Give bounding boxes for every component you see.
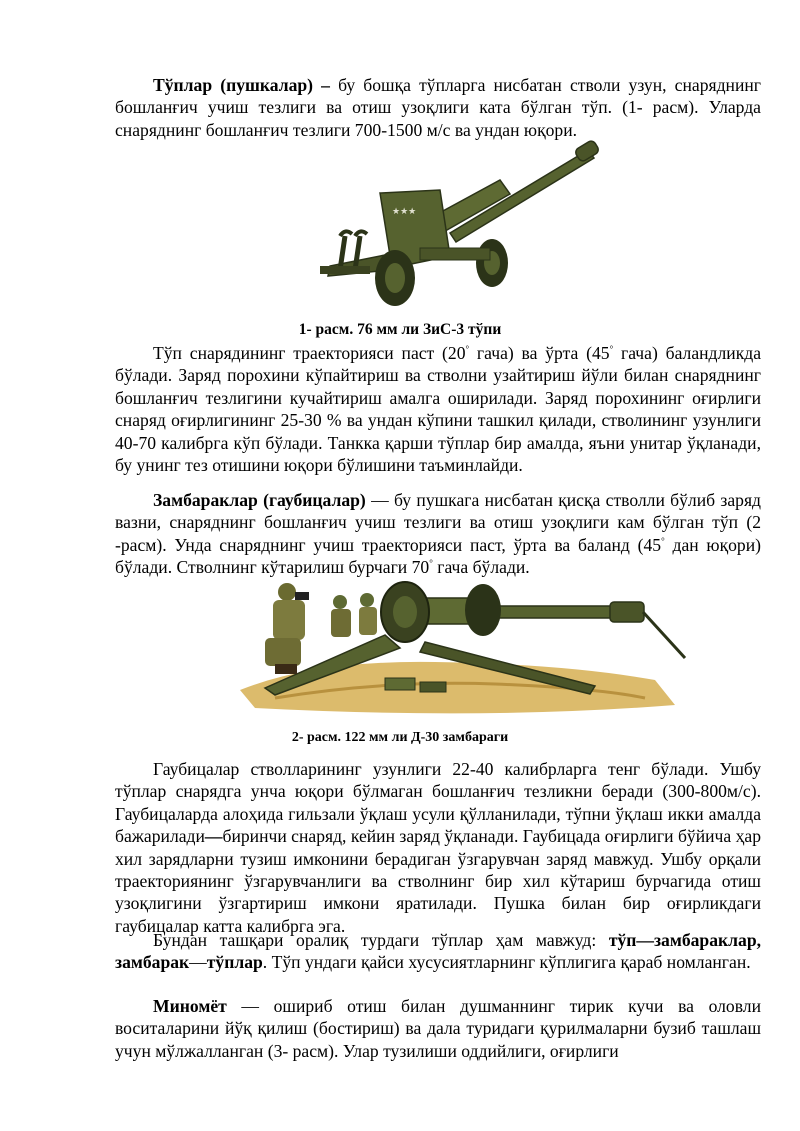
- paragraph-text: гача) ва ўрта (45: [469, 343, 610, 363]
- term-howitzer-guns: тўплар: [206, 952, 263, 973]
- paragraph-trajectory: [115, 342, 761, 476]
- figure-d30-howitzer: [235, 580, 690, 720]
- paragraph-howitzers: [115, 489, 761, 579]
- paragraph-text: — ошириб отиш билан душманнинг тирик кучи ва оловли воситаларини йўқ қилиш (бостириш) ва дала туридаги қурилмаларни бузиб ташлаш учун мўлжалланган (3- расм). Улар тузилиши оддийлиги, оғирлиги: [115, 996, 761, 1061]
- paragraph-text: Бундан ташқари оралиқ турдаги тўплар ҳам мавжуд:: [153, 930, 609, 950]
- degree-sign: °: [609, 344, 614, 354]
- em-dash: —: [204, 826, 223, 847]
- paragraph-text: бу бошқа тўпларга нисбатан стволи узун, снаряднинг бошланғич учиш тезлиги ва отиш узоқлиги ката бўлган тўп. (1- расм). Уларда снаряднинг бошланғич тезлиги 700-1500 м/с ва ундан юқори.: [115, 75, 761, 140]
- paragraph-text: Тўп снарядининг траекторияси паст (20: [153, 343, 466, 363]
- term-howitzers: Замбараклар (гаубицалар): [153, 490, 366, 510]
- degree-sign: °: [465, 344, 470, 354]
- svg-text:★★★: ★★★: [392, 207, 417, 217]
- paragraph-text: гача) баландликда бўлади. Заряд порохини кўпайтириш ва стволни узайтириш йўли билан снаряднинг бошланғич тезлигини кучайтириш амалга оширилади. Заряд порохининг оғирлиги снаряд оғирлигининг 25-30 % ва ундан кўпини ташкил қилади, стволининг узунлиги 40-70 калибрга кўп бўлади. Танкка қарши тўплар бир амалда, яъни унитар ўқланади, бу унинг тез отишини юқори бўлишини таъминлайди.: [115, 343, 761, 476]
- paragraph-text: — бу пушкага нисбатан қисқа стволли бўлиб заряд вазни, снаряднинг бошланғич учиш тезлиги ва отиш узоқлиги кам бўлган тўп (2 -расм). Унда снаряднинг учиш траекторияси паст, ўрта ва баланд (45: [115, 490, 761, 555]
- paragraph-text: гача бўлади.: [432, 557, 530, 578]
- figure-1-caption: 1- расм. 76 мм ли ЗиС-3 тўпи: [298, 321, 502, 338]
- degree-sign: °: [429, 558, 433, 569]
- paragraph-howitzer-details: [115, 758, 761, 937]
- term-guns: Тўплар (пушкалар) –: [153, 75, 330, 95]
- paragraph-text: биринчи снаряд, кейин заряд ўқланади. Гаубицада оғирлиги бўйича ҳар хил зарядларни тузиш имконини берадиган ўзгарувчан заряд мавжуд. Ушбу орқали траекториянинг ўзгарувчанлиги ва стволнинг бир хил кўтариш бурчагида отиш узоқлигини ўзгартириш имкони яратилади. Пушка билан бир оғирликдаги гаубицалар катта калибрга эга.: [115, 826, 761, 936]
- paragraph-guns: [115, 74, 761, 141]
- term-gun-howitzers: тўп—замбараклар, замбарак: [115, 930, 761, 973]
- paragraph-mortars: [115, 995, 761, 1062]
- figure-2-caption: 2- расм. 122 мм ли Д-30 замбараги: [291, 730, 509, 745]
- em-dash: —: [189, 952, 207, 973]
- paragraph-text: . Тўп ундаги қайси хусусиятларнинг кўплигига қараб номланган.: [262, 952, 751, 973]
- degree-sign: °: [661, 535, 665, 546]
- paragraph-text: дан юқори) бўлади. Стволнинг кўтарилиш бурчаги 70: [115, 534, 761, 578]
- term-mortar: Миномёт: [153, 996, 227, 1016]
- paragraph-text: Гаубицалар стволларининг узунлиги 22-40 калибрларга тенг бўлади. Ушбу тўплар снарядга унча юқори бўлмаган бошланғич тезликни беради (300-800м/с). Гаубицаларда алоҳида гильзали ўқлаш усули қўлланилади, тўпни ўқлаш икки амалда бажарилади: [115, 759, 761, 847]
- figure-zis3-gun: [300, 138, 610, 316]
- paragraph-intermediate-types: [115, 929, 761, 974]
